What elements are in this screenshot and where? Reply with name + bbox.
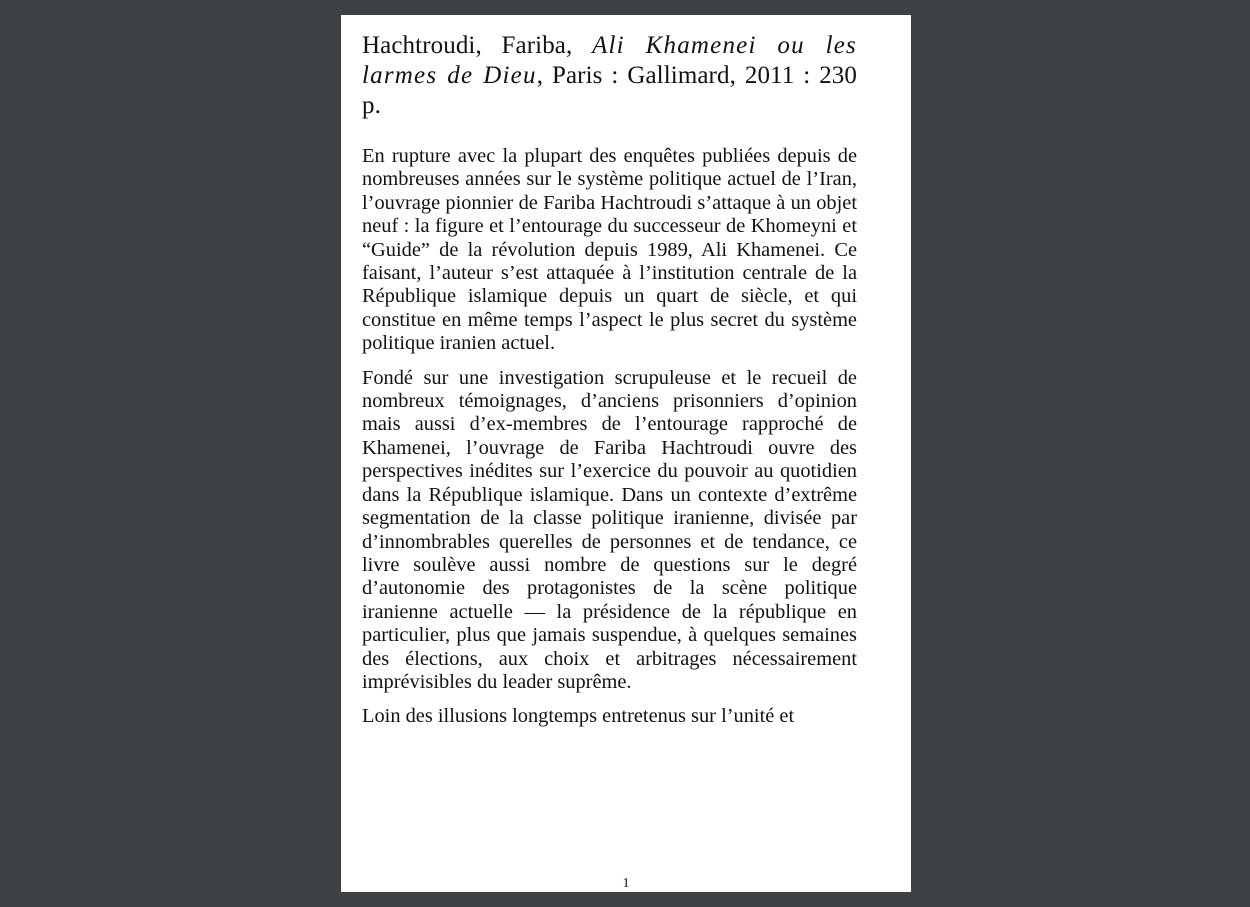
- citation-book-title: Ali Khamenei ou les larmes de Dieu: [362, 32, 857, 89]
- paragraph: Loin des illusions longtemps entretenus sur l’unité et: [362, 705, 795, 728]
- book-citation: [362, 31, 857, 121]
- page-number: 1: [622, 876, 630, 891]
- citation-author: Hachtroudi, Fariba,: [362, 32, 593, 59]
- document-page: [341, 15, 911, 892]
- citation-publication: , Paris : Gallimard, 2011 : 230 p.: [362, 62, 858, 119]
- paragraph: Fondé sur une investigation scrupuleuse et le recueil de nombreux témoignages, d’anciens prisonniers d’opinion mais aussi d’ex-membres de l’entourage rapproché de Khamenei, l’ouvrage de Fariba Hachtroudi ouvre des perspectives inédites sur l’exercice du pouvoir au quotidien dans la République islamique. Dans un contexte d’extrême segmentation de la classe politique iranienne, divisée par d’innombrables querelles de personnes et de tendance, ce livre soulève aussi nombre de questions sur le degré d’autonomie des protagonistes de la scène politique iranienne actuelle — la présidence de la république en particulier, plus que jamais suspendue, à quelques semaines des élections, aux choix et arbitrages nécessairement imprévisibles du leader suprême.: [362, 366, 857, 693]
- paragraph: En rupture avec la plupart des enquêtes publiées depuis de nombreuses années sur le système politique actuel de l’Iran, l’ouvrage pionnier de Fariba Hachtroudi s’attaque à un objet neuf : la figure et l’entourage du successeur de Khomeyni et “Guide” de la révolution depuis 1989, Ali Khamenei. Ce faisant, l’auteur s’est attaquée à l’institution centrale de la République islamique depuis un quart de siècle, et qui constitue en même temps l’aspect le plus secret du système politique iranien actuel.: [362, 145, 857, 355]
